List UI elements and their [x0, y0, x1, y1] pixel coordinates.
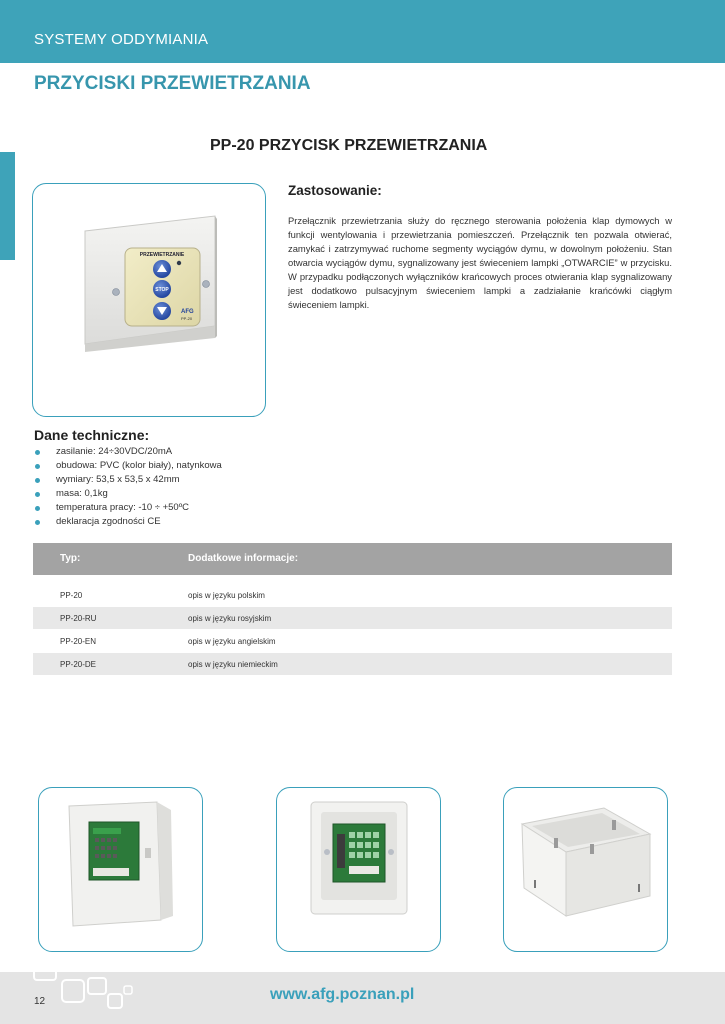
thumbnail-open-box-photo	[38, 787, 203, 952]
spec-list	[34, 445, 222, 529]
table-row	[33, 630, 672, 653]
device-brand: AFG	[181, 309, 194, 315]
usage-text: Przełącznik przewietrzania służy do ręcznego sterowania położenia klap dymowych w funkcji wentylowania i przewietrzania pomieszczeń. Przełącznik ten pozwala otwierać, zamykać i zatrzymywać ruchome segmenty wyciągów dymu, w dowolnym położeniu. Stan otwarcia wyciągów dymu, sygnalizowany jest świeceniem lampki „OTWARCIE” w przycisku. W przypadku podłączonych wyłączników krańcowych proces otwierania klap sygnalizowany jest dodatkowo pulsacyjnym świeceniem lampki a zadziałanie krańcówki ciągłym świeceniem lampki.	[288, 215, 672, 310]
device-model: PP-20	[181, 316, 193, 321]
variants-table	[33, 543, 672, 676]
thumbnail-pcb-photo	[276, 787, 441, 952]
spec-title: Dane techniczne:	[34, 427, 150, 443]
spec-item: masa: 0,1kg	[34, 487, 222, 501]
decorative-squares-icon	[30, 962, 140, 1012]
usage-title: Zastosowanie:	[288, 183, 382, 198]
indicator-lamp	[177, 261, 181, 265]
table-header	[33, 543, 672, 575]
table-cell-type: PP-20-RU	[60, 614, 97, 623]
header-bar	[0, 0, 725, 63]
screw-icon	[113, 289, 120, 296]
spec-item: deklaracja zgodności CE	[34, 515, 222, 529]
table-header-type: Typ:	[60, 553, 81, 564]
table-cell-info: opis w języku niemieckim	[188, 660, 278, 669]
page-heading: PRZYCISKI PRZEWIETRZANIA	[34, 73, 311, 94]
table-header-info: Dodatkowe informacje:	[188, 553, 299, 564]
spec-item: zasilanie: 24÷30VDC/20mA	[34, 445, 222, 459]
table-row	[33, 653, 672, 676]
side-tab-marker	[0, 152, 15, 260]
table-cell-type: PP-20	[60, 591, 83, 600]
section-title: SYSTEMY ODDYMIANIA	[34, 31, 209, 48]
table-cell-info: opis w języku polskim	[188, 591, 265, 600]
table-row	[33, 584, 672, 607]
table-row	[33, 607, 672, 630]
page-number: 12	[34, 996, 46, 1007]
device-panel-label: PRZEWIETRZANIE	[139, 252, 185, 258]
thumbnail-empty-box-photo	[503, 787, 668, 952]
table-cell-type: PP-20-DE	[60, 660, 97, 669]
product-title: PP-20 PRZYCISK PRZEWIETRZANIA	[210, 137, 488, 154]
table-cell-type: PP-20-EN	[60, 637, 97, 646]
product-photo	[33, 184, 266, 417]
spec-item: wymiary: 53,5 x 53,5 x 42mm	[34, 473, 222, 487]
device-stop-label: STOP	[155, 287, 169, 293]
spec-item: temperatura pracy: -10 ÷ +50ºC	[34, 501, 222, 515]
spec-item: obudowa: PVC (kolor biały), natynkowa	[34, 459, 222, 473]
table-cell-info: opis w języku rosyjskim	[188, 614, 272, 623]
product-photo-frame	[32, 183, 266, 417]
website-link[interactable]: www.afg.poznan.pl	[270, 986, 415, 1003]
table-cell-info: opis w języku angielskim	[188, 637, 276, 646]
screw-icon	[203, 281, 210, 288]
